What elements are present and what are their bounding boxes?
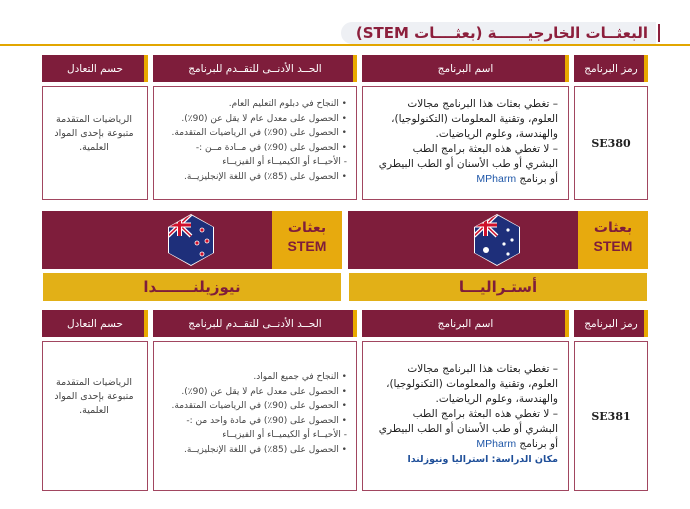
header-program-name-label: اسم البرنامج <box>437 317 494 330</box>
equivalency-line: العلمية. <box>79 405 109 416</box>
header-equivalency <box>42 55 148 82</box>
badge-line1: بعثات <box>287 220 327 236</box>
program-code-cell <box>574 86 648 200</box>
program-code: SE380 <box>591 136 631 150</box>
header-min-requirement-label: الحــد الأدنــى للتقــدم للبرنامج <box>188 62 322 75</box>
equivalency-line: العلمية. <box>79 142 109 153</box>
requirement-item: • الحصول على معدل عام لا يقل عن (90٪). <box>181 386 347 397</box>
requirement-item: • الحصول على (90٪) في الرياضيات المتقدمة. <box>171 128 347 138</box>
page-title: البعثــات الخارجيــــــة (بعثــــات STEM) <box>355 24 648 42</box>
badge-line1: بعثات <box>593 220 633 236</box>
australia-banner <box>348 211 578 269</box>
equivalency-line: متبوعة بإحدى المواد <box>54 128 134 139</box>
header-program-name-label: اسم البرنامج <box>437 62 494 75</box>
title-accent <box>658 24 660 42</box>
program-description <box>371 362 558 467</box>
requirement-item: - الأحيــاء أو الكيميــاء أو الفيزيــاء <box>222 430 347 440</box>
description-line: – تغطي بعثات هذا البرنامج مجالات <box>407 363 558 375</box>
requirement-item: • الحصول على (85٪) في اللغة الإنجليزيــة. <box>184 444 347 455</box>
header-min-requirement-label: الحــد الأدنــى للتقــدم للبرنامج <box>188 317 322 330</box>
new-zealand-banner <box>42 211 272 269</box>
equivalency-line: متبوعة بإحدى المواد <box>54 391 134 402</box>
equivalency-line: الرياضيات المتقدمة <box>56 377 132 388</box>
equivalency-cell <box>42 341 148 491</box>
header-code <box>574 310 648 337</box>
equivalency-text <box>49 113 139 155</box>
requirements-list <box>160 97 347 184</box>
program-code-cell <box>574 341 648 491</box>
stem-badge-left <box>272 211 342 269</box>
page-title-bar <box>0 22 690 46</box>
header-code-label: رمز البرنامج <box>584 317 638 330</box>
description-prefix: أو برنامج <box>519 438 558 450</box>
badge-line2: STEM <box>287 238 327 254</box>
equivalency-text <box>49 376 139 418</box>
program-description <box>371 97 558 187</box>
requirement-item: • النجاح في دبلوم التعليم العام. <box>228 99 347 109</box>
requirements-cell <box>153 86 357 200</box>
header-code <box>574 55 648 82</box>
country-australia-label: أستـراليـــا <box>458 278 538 296</box>
program-description-cell <box>362 341 569 491</box>
description-line: – تغطي بعثات هذا البرنامج مجالات <box>407 98 558 110</box>
country-new-zealand <box>42 272 342 302</box>
requirements-cell <box>153 341 357 491</box>
mpharm-highlight: MPharm <box>476 173 517 185</box>
description-line: البشري أو طب الأسنان أو الطب البيطري <box>378 423 558 435</box>
header-equivalency-label: حسم التعادل <box>66 317 124 330</box>
requirement-item: - الأحيــاء أو الكيميــاء أو الفيزيــاء <box>222 157 347 167</box>
australia-flag-hexagon-icon <box>474 214 520 266</box>
description-line: – لا تغطي هذه البعثة برامج الطب <box>412 143 558 155</box>
header-equivalency-label: حسم التعادل <box>66 62 124 75</box>
description-line: والهندسة، وعلوم الرياضيات. <box>435 393 558 405</box>
description-line <box>371 437 558 452</box>
description-prefix: أو برنامج <box>519 173 558 185</box>
country-australia <box>348 272 648 302</box>
description-line: البشري أو طب الأسنان أو الطب البيطري <box>378 158 558 170</box>
mpharm-highlight: MPharm <box>476 438 517 450</box>
description-line: والهندسة، وعلوم الرياضيات. <box>435 128 558 140</box>
header-min-requirement <box>153 310 357 337</box>
requirement-item: • النجاح في جميع المواد. <box>253 372 347 382</box>
header-program-name <box>362 55 569 82</box>
requirement-item: • الحصول على معدل عام لا يقل عن (90٪). <box>181 113 347 124</box>
header-code-label: رمز البرنامج <box>584 62 638 75</box>
header-min-requirement <box>153 55 357 82</box>
description-line: – لا تغطي هذه البعثة برامج الطب <box>412 408 558 420</box>
program-code: SE381 <box>591 409 631 423</box>
country-new-zealand-label: نيوزيلنـــــــدا <box>143 278 241 296</box>
description-line: العلوم، وتقنية المعلومات (التكنولوجيا)، <box>391 113 558 125</box>
requirement-item: • الحصول على (90٪) في مادة واحد من :- <box>186 415 347 426</box>
equivalency-line: الرياضيات المتقدمة <box>56 114 132 125</box>
requirement-item: • الحصول على (90٪) في مــادة مــن :- <box>195 142 347 153</box>
header-equivalency <box>42 310 148 337</box>
badge-line2: STEM <box>593 238 633 254</box>
equivalency-cell <box>42 86 148 200</box>
description-line: العلوم، وتقنية والمعلومات (التكنولوجيا)، <box>386 378 558 390</box>
header-program-name <box>362 310 569 337</box>
stem-badge-right <box>578 211 648 269</box>
new-zealand-flag-hexagon-icon <box>168 214 214 266</box>
requirement-item: • الحصول على (90٪) في الرياضيات المتقدمة. <box>171 401 347 411</box>
study-location: مكان الدراسة: استراليا ونيوزلندا <box>407 454 558 465</box>
requirement-item: • الحصول على (85٪) في اللغة الإنجليزيــة. <box>184 171 347 182</box>
program-description-cell <box>362 86 569 200</box>
description-line <box>371 172 558 187</box>
requirements-list <box>160 370 347 457</box>
